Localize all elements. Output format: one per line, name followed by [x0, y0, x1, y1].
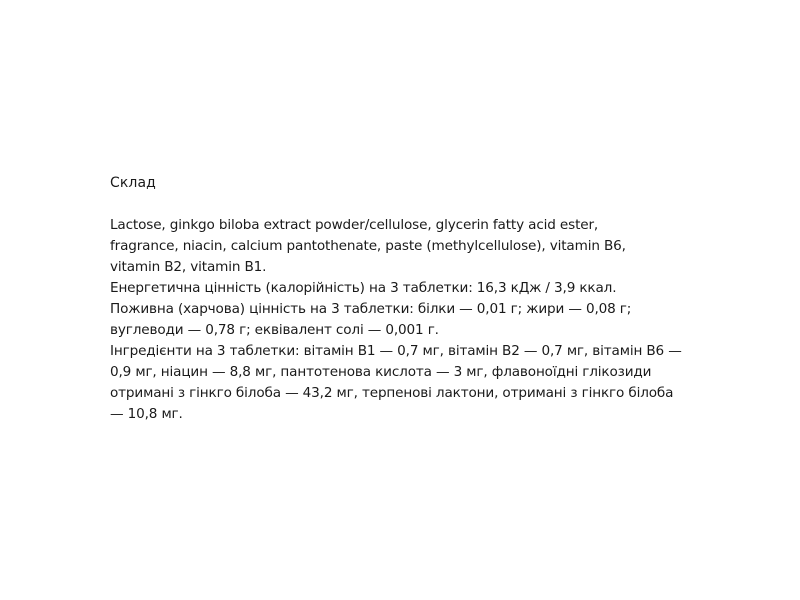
section-heading: Склад	[110, 175, 156, 191]
text-line: Інгредієнти на 3 таблетки: вітамін B1 — 0,7 мг, вітамін B2 — 0,7 мг, вітамін B6 —	[110, 343, 682, 359]
composition-text	[110, 215, 710, 425]
composition-section	[110, 173, 710, 425]
text-line: отримані з гінкго білоба — 43,2 мг, терпенові лактони, отримані з гінкго білоба	[110, 385, 674, 401]
text-line: Енергетична цінність (калорійність) на 3 таблетки: 16,3 кДж / 3,9 ккал.	[110, 280, 617, 296]
text-line: вуглеводи — 0,78 г; еквівалент солі — 0,001 г.	[110, 322, 439, 338]
text-line: vitamin B2, vitamin B1.	[110, 259, 267, 275]
text-line: Lactose, ginkgo biloba extract powder/cellulose, glycerin fatty acid ester,	[110, 217, 599, 233]
text-line: fragrance, niacin, calcium pantothenate, paste (methylcellulose), vitamin B6,	[110, 238, 626, 254]
text-line: — 10,8 мг.	[110, 406, 183, 422]
text-line: 0,9 мг, ніацин — 8,8 мг, пантотенова кислота — 3 мг, флавоноїдні глікозиди	[110, 364, 652, 380]
text-line: Поживна (харчова) цінність на 3 таблетки: білки — 0,01 г; жири — 0,08 г;	[110, 301, 632, 317]
